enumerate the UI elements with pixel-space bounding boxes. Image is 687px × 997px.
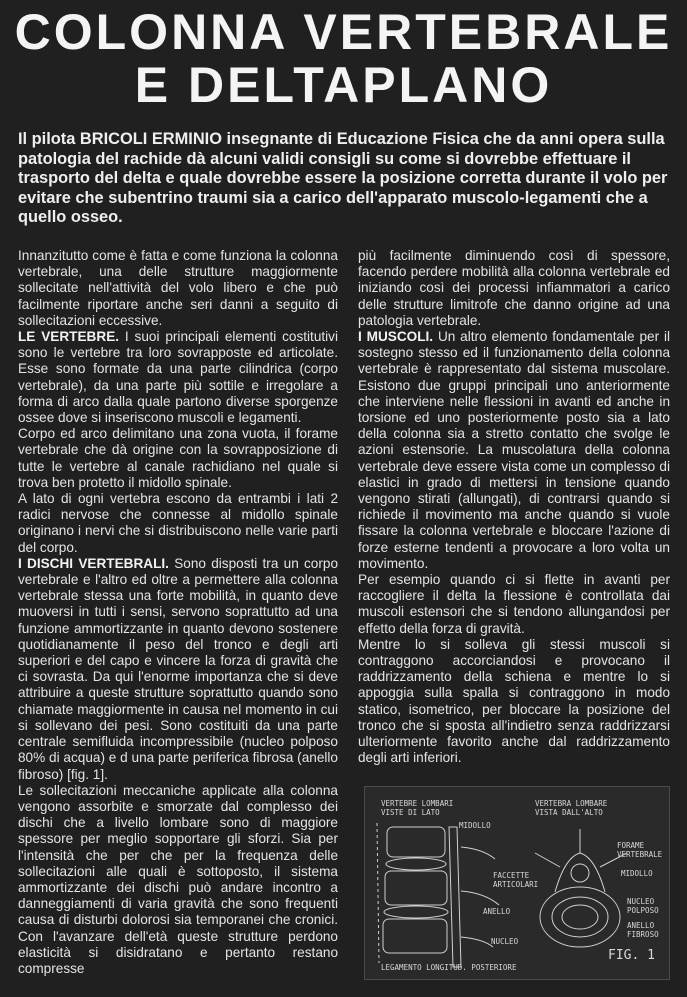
figure-number: FIG. 1	[608, 948, 655, 963]
title-line-2: E DELTAPLANO	[134, 57, 553, 113]
paragraph-vertebre	[18, 329, 338, 426]
disc-lower	[384, 906, 448, 918]
article-title	[0, 6, 687, 112]
right-column	[358, 248, 670, 767]
title-line-1: COLONNA VERTEBRALE	[14, 4, 673, 60]
vertebra-upper	[387, 827, 445, 857]
label-anello: ANELLO	[483, 907, 511, 916]
vertebral-foramen	[571, 864, 589, 882]
articular-processes	[461, 847, 499, 947]
text-vertebre: I suoi principali elementi costitutivi sono le vertebre tra loro sovrapposte ed articolate. Esse sono formate da una parte cilindrica (corpo vertebrale), da una parte più sottile e irregolare a forma di arco dalla quale partono diverse sporgenze ossee dove si inseriscono muscoli e legamenti.	[18, 329, 339, 426]
label-nucleo: NUCLEO	[491, 937, 519, 946]
paragraph-dischi	[18, 556, 338, 783]
paragraph-intro: Innanzitutto come è fatta e come funziona la colonna vertebrale, una delle strutture maggiormente sollecitate nell'attività del volo libero e che può facilmente riportare anche seri danni a seguito di sollecitazioni eccessive.	[18, 248, 338, 328]
processes	[535, 829, 627, 867]
text-muscoli: Un altro elemento fondamentale per il sostegno stesso ed il funzionamento della colonna vertebrale è rappresentato dal sistema muscolare. Esistono due gruppi principali uno anteriormente che interviene nelle flessioni in avanti ed anche in torsione ed uno posteriormente posto sia a lato della colonna sia a stretto contatto che svolge le azioni estensorie. La muscolatura della colonna vertebrale deve essere vista come un complesso di elastici in grado di mettersi in tensione quando vengono stirati (allungati), di contrarsi quando si richiede il movimento ma anche quando si vuole fissare la colonna vertebrale e bloccare l'azione di forze esterne tendenti a provocare a loro volta un movimento.	[358, 329, 670, 571]
vertebra-middle	[385, 871, 447, 905]
label-anello-fibroso: ANELLO FIBROSO	[627, 921, 659, 939]
paragraph-sollecitazioni: Le sollecitazioni meccaniche applicate alla colonna vengono assorbite e smorzate dal complesso dei dischi che a livello lombare sono di maggiore spessore per meglio sopportare gli sforzi. Sia per l'intensità che per che per la frequenza delle sollecitazioni alle quali è sottoposto, il sistema ammortizzante dei dischi può andare incontro a danneggiamenti di varia gravità che sono frequenti causa di disturbi dolorosi sia temporanei che cronici. Con l'avanzare dell'età queste strutture perdono elasticità si disidratano e pertanto restano compresse	[18, 782, 338, 976]
spinal-cord	[449, 827, 461, 967]
paragraph-sollevamento: Mentre lo si solleva gli stessi muscoli si contraggono accorciandosi e provocano il raddrizzamento della schiena e mentre lo si appoggia sulla spalla si contraggono in modo statico, isometrico, per bloccare la posizione del tronco che si sposta all'indietro senza raddrizzarsi ulteriormente favorito anche dal raddrizzamento degli arti inferiori.	[358, 636, 670, 766]
label-faccette: FACCETTE ARTICOLARI	[493, 871, 539, 889]
label-forame: FORAME VERTEBRALE	[617, 841, 663, 859]
lead-paragraph: Il pilota BRICOLI ERMINIO insegnante di Educazione Fisica che da anni opera sulla patologia del rachide dà alcuni validi consigli su come si dovrebbe effettuare il trasporto del delta e quale dovrebbe essere la posizione corretta durante il volo per evitare che subentrino traumi sia a carico dell'apparato muscolo-legamenti che a quello osseo.	[18, 130, 668, 226]
heading-muscoli: I MUSCOLI.	[358, 329, 434, 345]
annulus-ring	[552, 897, 608, 937]
label-nucleo-polposo: NUCLEO POLPOSO	[627, 897, 659, 915]
label-top-view: VERTEBRA LOMBARE VISTA DALL'ALTO	[535, 799, 608, 817]
heading-vertebre: LE VERTEBRE.	[18, 329, 120, 345]
paragraph-radici: A lato di ogni vertebra escono da entrambi i lati 2 radici nervose che connesse al midollo spinale originano i nervi che si distribuiscono nelle varie parti del corpo.	[18, 491, 338, 555]
disc-upper	[386, 858, 446, 870]
paragraph-esempio: Per esempio quando ci si flette in avanti per raccogliere il delta la flessione è controllata dai muscoli estensori che si tendono allungandosi per effetto della forza di gravità.	[358, 572, 670, 636]
label-midollo: MIDOLLO	[459, 821, 491, 830]
paragraph-continuation: più facilmente diminuendo così di spessore, facendo perdere mobilità alla colonna vertebrale ed iniziando così dei processi infiammatori a carico delle strutture limitrofe che danno origine ad una patologia vertebrale.	[358, 248, 670, 328]
left-column	[18, 248, 338, 977]
vertebral-arch	[555, 853, 605, 892]
nucleus-pulposus	[562, 905, 598, 929]
posterior-ligament	[377, 823, 379, 963]
label-legamento: LEGAMENTO LONGITUD. POSTERIORE	[381, 963, 517, 972]
text-dischi: Sono disposti tra un corpo vertebrale e l'altro ed oltre a permettere alla colonna vertebrale stessa una forte mobilità, in quanto deve muoversi in tutti i sensi, servono soprattutto ad una funzione ammortizzante in quanto devono sostenere quotidianamente il peso del tronco e degli arti superiori e del capo e vincere la forza di gravità che ci sovrasta. Da qui l'enorme importanza che si deve attribuire a queste strutture soprattutto quando sono chiamate maggiormente in causa nel momento in cui si sollevano dei pesi. Sono costituiti da una parte centrale semifluida incompressibile (nucleo polposo 80% di acqua) e d una parte periferica fibrosa (anello fibroso) [fig. 1].	[18, 555, 339, 782]
label-midollo-top: MIDOLLO	[621, 869, 653, 878]
vertebra-lower	[383, 919, 447, 953]
paragraph-corpo-arco: Corpo ed arco delimitano una zona vuota, il forame vertebrale che dà origine con la sovrapposizione di tutte le vertebre al canale rachidiano nel quale si trova ben protetto il midollo spinale.	[18, 426, 338, 490]
heading-dischi: I DISCHI VERTEBRALI.	[18, 555, 169, 571]
label-side-view: VERTEBRE LOMBARI VISTE DI LATO	[381, 799, 454, 817]
paragraph-muscoli	[358, 329, 670, 572]
figure-spine-diagram	[364, 786, 670, 980]
